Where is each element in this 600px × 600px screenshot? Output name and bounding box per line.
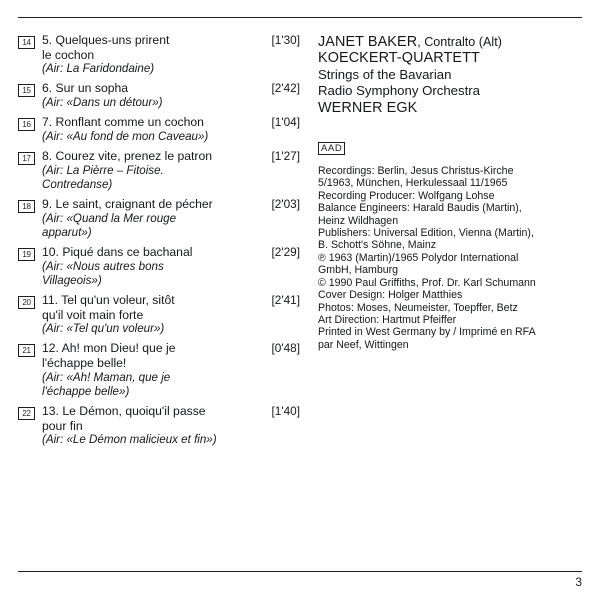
- fineprint-line: © 1990 Paul Griffiths, Prof. Dr. Karl Schumann: [318, 276, 536, 289]
- track-air-cont: l'échappe belle»): [42, 384, 130, 398]
- track-air: (Air: «Ah! Maman, que je: [42, 370, 171, 384]
- fineprint-line: Heinz Wildhagen: [318, 214, 399, 227]
- track-body: [42, 81, 300, 110]
- fineprint-line: Art Direction: Hartmut Pfeiffer: [318, 313, 457, 326]
- track-title: 5. Quelques-uns prirent: [42, 33, 170, 47]
- fineprint-line: Printed in West Germany by / Imprimé en RFA: [318, 326, 536, 339]
- performer-line: [318, 34, 586, 50]
- list-item: [18, 197, 300, 240]
- fineprint-line: Recordings: Berlin, Jesus Christus-Kirche: [318, 165, 514, 178]
- fineprint-line: Balance Engineers: Harald Baudis (Martin),: [318, 202, 522, 215]
- list-item: [18, 341, 300, 399]
- list-item: [18, 81, 300, 110]
- track-air: (Air: «Dans un détour»): [42, 95, 163, 109]
- fineprint-line: Photos: Moses, Neumeister, Toepffer, Betz: [318, 301, 518, 314]
- track-title: 8. Courez vite, prenez le patron: [42, 148, 213, 163]
- track-air: (Air: La Pièrre – Fitoise.: [42, 163, 164, 177]
- credits-block: [318, 34, 586, 116]
- track-body: [42, 149, 300, 192]
- track-duration: [0'48]: [271, 341, 300, 356]
- track-duration: [2'41]: [271, 292, 300, 307]
- track-title-cont: qu'il voit main forte: [42, 307, 144, 322]
- track-duration: [2'42]: [271, 81, 300, 96]
- fineprint-line: B. Schott's Söhne, Mainz: [318, 239, 437, 252]
- fineprint-line: par Neef, Wittingen: [318, 338, 409, 351]
- track-title: 6. Sur un sopha: [42, 81, 129, 96]
- track-title-cont: l'échappe belle!: [42, 355, 127, 370]
- track-air: (Air: «Nous autres bons: [42, 259, 164, 273]
- list-item: [18, 404, 300, 447]
- track-duration: [1'04]: [271, 115, 300, 130]
- fineprint-line: Cover Design: Holger Matthies: [318, 289, 463, 302]
- track-title: 11. Tel qu'un voleur, sitôt: [42, 292, 175, 307]
- track-air: (Air: «Quand la Mer rouge: [42, 211, 177, 225]
- track-number-badge: 21: [18, 344, 35, 357]
- ensemble-name: KOECKERT-QUARTETT: [318, 50, 480, 67]
- track-title: 9. Le saint, craignant de pécher: [42, 196, 213, 211]
- track-number-badge: 17: [18, 152, 35, 165]
- performer-name: JANET BAKER: [318, 34, 418, 50]
- track-duration: [1'27]: [271, 148, 300, 163]
- track-duration: [2'29]: [271, 244, 300, 259]
- track-air-cont: apparut»): [42, 225, 92, 239]
- track-number-badge: 19: [18, 248, 35, 261]
- track-title-cont: pour fin: [42, 418, 83, 433]
- list-item: [18, 115, 300, 144]
- track-title: 7. Ronflant comme un cochon: [42, 115, 204, 130]
- track-number-badge: 18: [18, 200, 35, 213]
- track-body: [42, 341, 300, 399]
- list-item: [18, 33, 300, 76]
- fineprint-line: 5/1963, München, Herkulessaal 11/1965: [318, 177, 508, 190]
- fineprint-block: [318, 165, 586, 351]
- fineprint-line: Publishers: Universal Edition, Vienna (Martin),: [318, 227, 534, 240]
- track-number-badge: 16: [18, 118, 35, 131]
- track-number-badge: 14: [18, 36, 35, 49]
- track-duration: [1'30]: [271, 33, 300, 47]
- list-item: [18, 149, 300, 192]
- bottom-rule: [18, 571, 582, 572]
- track-air: (Air: «Au fond de mon Caveau»): [42, 129, 209, 143]
- track-body: [42, 404, 300, 447]
- list-item: [18, 245, 300, 288]
- track-number-badge: 22: [18, 407, 35, 420]
- track-body: [42, 293, 300, 336]
- track-title: 13. Le Démon, quoiqu'il passe: [42, 403, 206, 418]
- track-air-cont: Villageois»): [42, 273, 102, 287]
- track-air: (Air: «Tel qu'un voleur»): [42, 322, 165, 336]
- list-item: [18, 293, 300, 336]
- fineprint-line: ℗ 1963 (Martin)/1965 Polydor International: [318, 251, 519, 264]
- track-air: (Air: La Faridondaine): [42, 62, 155, 76]
- track-number-badge: 20: [18, 296, 35, 309]
- track-body: [42, 115, 300, 144]
- track-body: [42, 245, 300, 288]
- track-body: [42, 197, 300, 240]
- aad-badge: AAD: [318, 142, 345, 155]
- credits-column: [318, 34, 586, 351]
- conductor-name: WERNER EGK: [318, 99, 418, 116]
- track-title-cont: le cochon: [42, 47, 95, 62]
- fineprint-line: GmbH, Hamburg: [318, 264, 399, 277]
- track-body: [42, 33, 300, 76]
- track-title: 10. Piqué dans ce bachanal: [42, 244, 193, 259]
- track-air-cont: Contredanse): [42, 177, 113, 191]
- track-air: (Air: «Le Démon malicieux et fin»): [42, 433, 217, 447]
- track-duration: [1'40]: [271, 403, 300, 418]
- orchestra-line-2: Radio Symphony Orchestra: [318, 83, 480, 99]
- orchestra-line-1: Strings of the Bavarian: [318, 66, 452, 82]
- fineprint-line: Recording Producer: Wolfgang Lohse: [318, 189, 495, 202]
- top-rule: [18, 17, 582, 18]
- track-duration: [2'03]: [271, 196, 300, 211]
- performer-role: , Contralto (Alt): [417, 35, 502, 49]
- tracklist: [18, 33, 300, 452]
- track-title: 12. Ah! mon Dieu! que je: [42, 341, 176, 356]
- page-number: 3: [575, 575, 582, 589]
- track-number-badge: 15: [18, 84, 35, 97]
